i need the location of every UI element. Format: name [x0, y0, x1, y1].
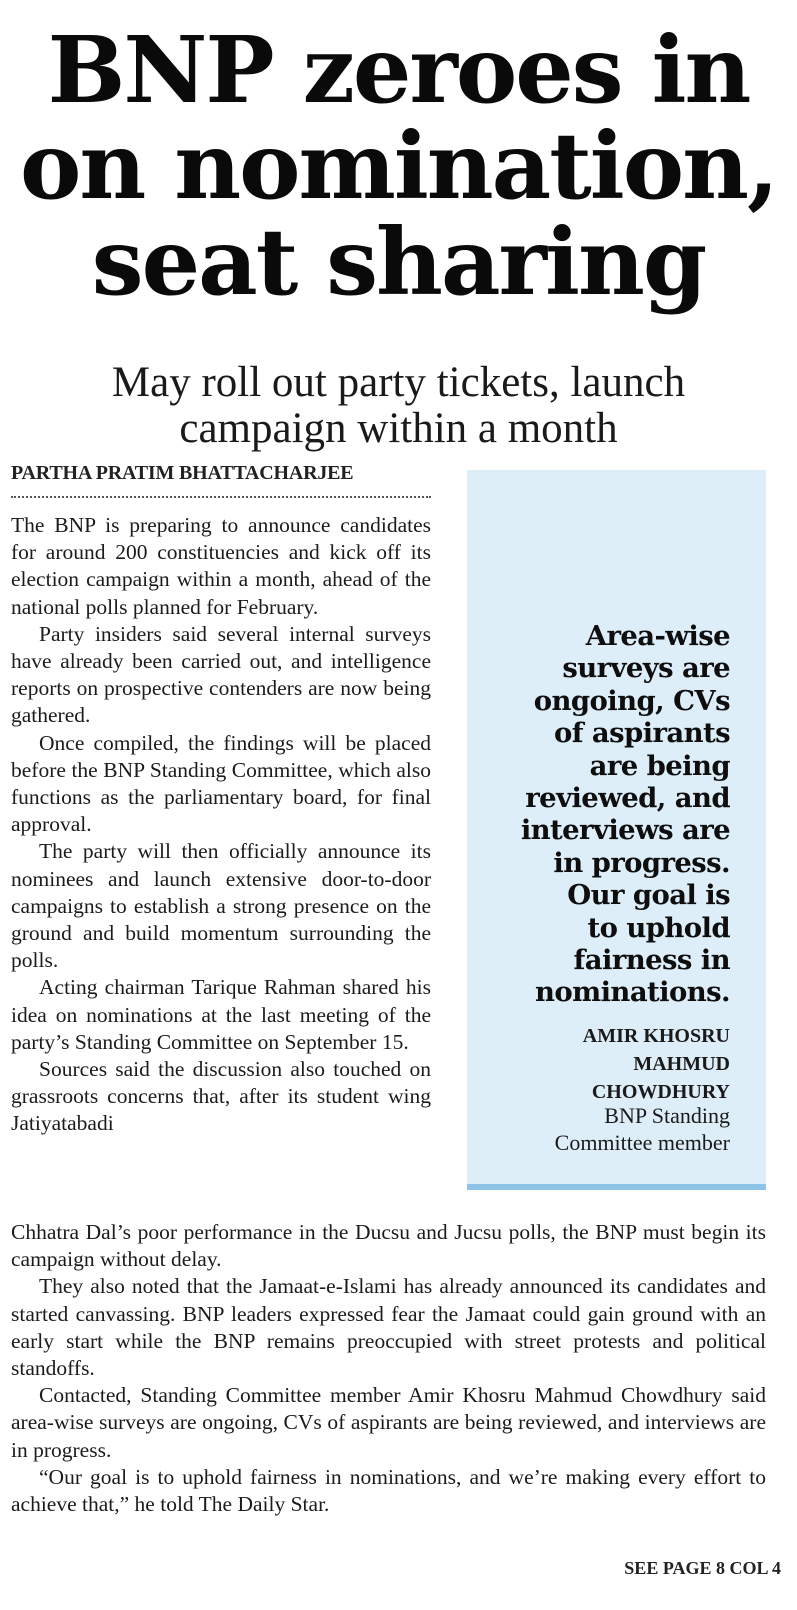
pull-quote-text: [450, 620, 730, 1009]
pull-quote-box: [467, 470, 766, 1190]
article-paragraph: The party will then officially announce its nominees and launch extensive door-to-door campaigns to establish a strong presence on the ground and build momentum surrounding the polls.: [11, 839, 431, 973]
headline: [0, 16, 797, 316]
article-paragraph: Sources said the discussion also touched on grassroots concerns that, after its student wing Jatiyatabadi: [11, 1057, 431, 1136]
pull-quote-line: in progress.: [553, 846, 730, 879]
article-column: [11, 512, 431, 1138]
article-paragraph: “Our goal is to uphold fairness in nominations, and we’re making every effort to achieve that,” he told The Daily Star.: [11, 1464, 766, 1517]
subheadline: [0, 360, 797, 452]
pull-quote-attribution-role: [470, 1102, 730, 1156]
article-paragraph: Chhatra Dal’s poor performance in the Ducsu and Jucsu polls, the BNP must begin its campaign without delay.: [11, 1220, 766, 1272]
article-wide-section: [11, 1219, 766, 1518]
article-paragraph: The BNP is preparing to announce candidates for around 200 constituencies and kick off its election campaign within a month, ahead of the national polls planned for February.: [11, 513, 431, 619]
pull-quote-line: to uphold: [587, 911, 730, 944]
pull-quote-line: fairness in: [573, 944, 730, 977]
pull-quote-line: nominations.: [534, 976, 730, 1009]
article-paragraph: They also noted that the Jamaat-e-Islami has already announced its candidates and started canvassing. BNP leaders expressed fear the Jamaat could gain ground with an early start while the BNP remains preoccupied with street protests and political standoffs.: [11, 1274, 766, 1381]
byline: PARTHA PRATIM BHATTACHARJEE: [11, 462, 354, 484]
headline-line: on nomination,: [19, 112, 778, 220]
pull-quote-line: reviewed, and: [525, 782, 730, 815]
byline-divider: [11, 496, 431, 498]
article-paragraph: Contacted, Standing Committee member Amir Khosru Mahmud Chowdhury said area-wise surveys are ongoing, CVs of aspirants are being reviewed, and interviews are in progress.: [11, 1383, 766, 1462]
attribution-role-line: Committee member: [554, 1130, 730, 1155]
article-paragraph: Once compiled, the findings will be placed before the BNP Standing Committee, which also functions as the parliamentary board, for final approval.: [11, 730, 431, 837]
article-paragraph: Party insiders said several internal surveys have already been carried out, and intelligence reports on prospective contenders are now being gathered.: [11, 621, 431, 728]
pull-quote-line: interviews are: [520, 814, 730, 847]
article-paragraph: Acting chairman Tarique Rahman shared his idea on nominations at the last meeting of the party’s Standing Committee on September 15.: [11, 975, 431, 1054]
pull-quote-line: are being: [589, 749, 730, 782]
continued-jump-line[interactable]: SEE PAGE 8 COL 4: [624, 1558, 781, 1578]
pull-quote-attribution-name: [470, 1022, 730, 1106]
attribution-name-line: CHOWDHURY: [591, 1081, 730, 1103]
pull-quote-line: of aspirants: [553, 717, 730, 750]
attribution-role-line: BNP Standing: [604, 1103, 730, 1128]
headline-line: BNP zeroes in: [47, 16, 750, 124]
pull-quote-line: surveys are: [562, 652, 730, 685]
subheadline-line: campaign within a month: [179, 405, 618, 452]
pull-quote-line: ongoing, CVs: [533, 684, 730, 717]
pull-quote-line: Our goal is: [567, 879, 730, 912]
attribution-name-line: AMIR KHOSRU: [582, 1025, 730, 1047]
subheadline-line: May roll out party tickets, launch: [111, 359, 686, 406]
headline-line: seat sharing: [91, 208, 706, 316]
pull-quote-line: Area-wise: [585, 620, 730, 652]
attribution-name-line: MAHMUD: [633, 1053, 730, 1075]
